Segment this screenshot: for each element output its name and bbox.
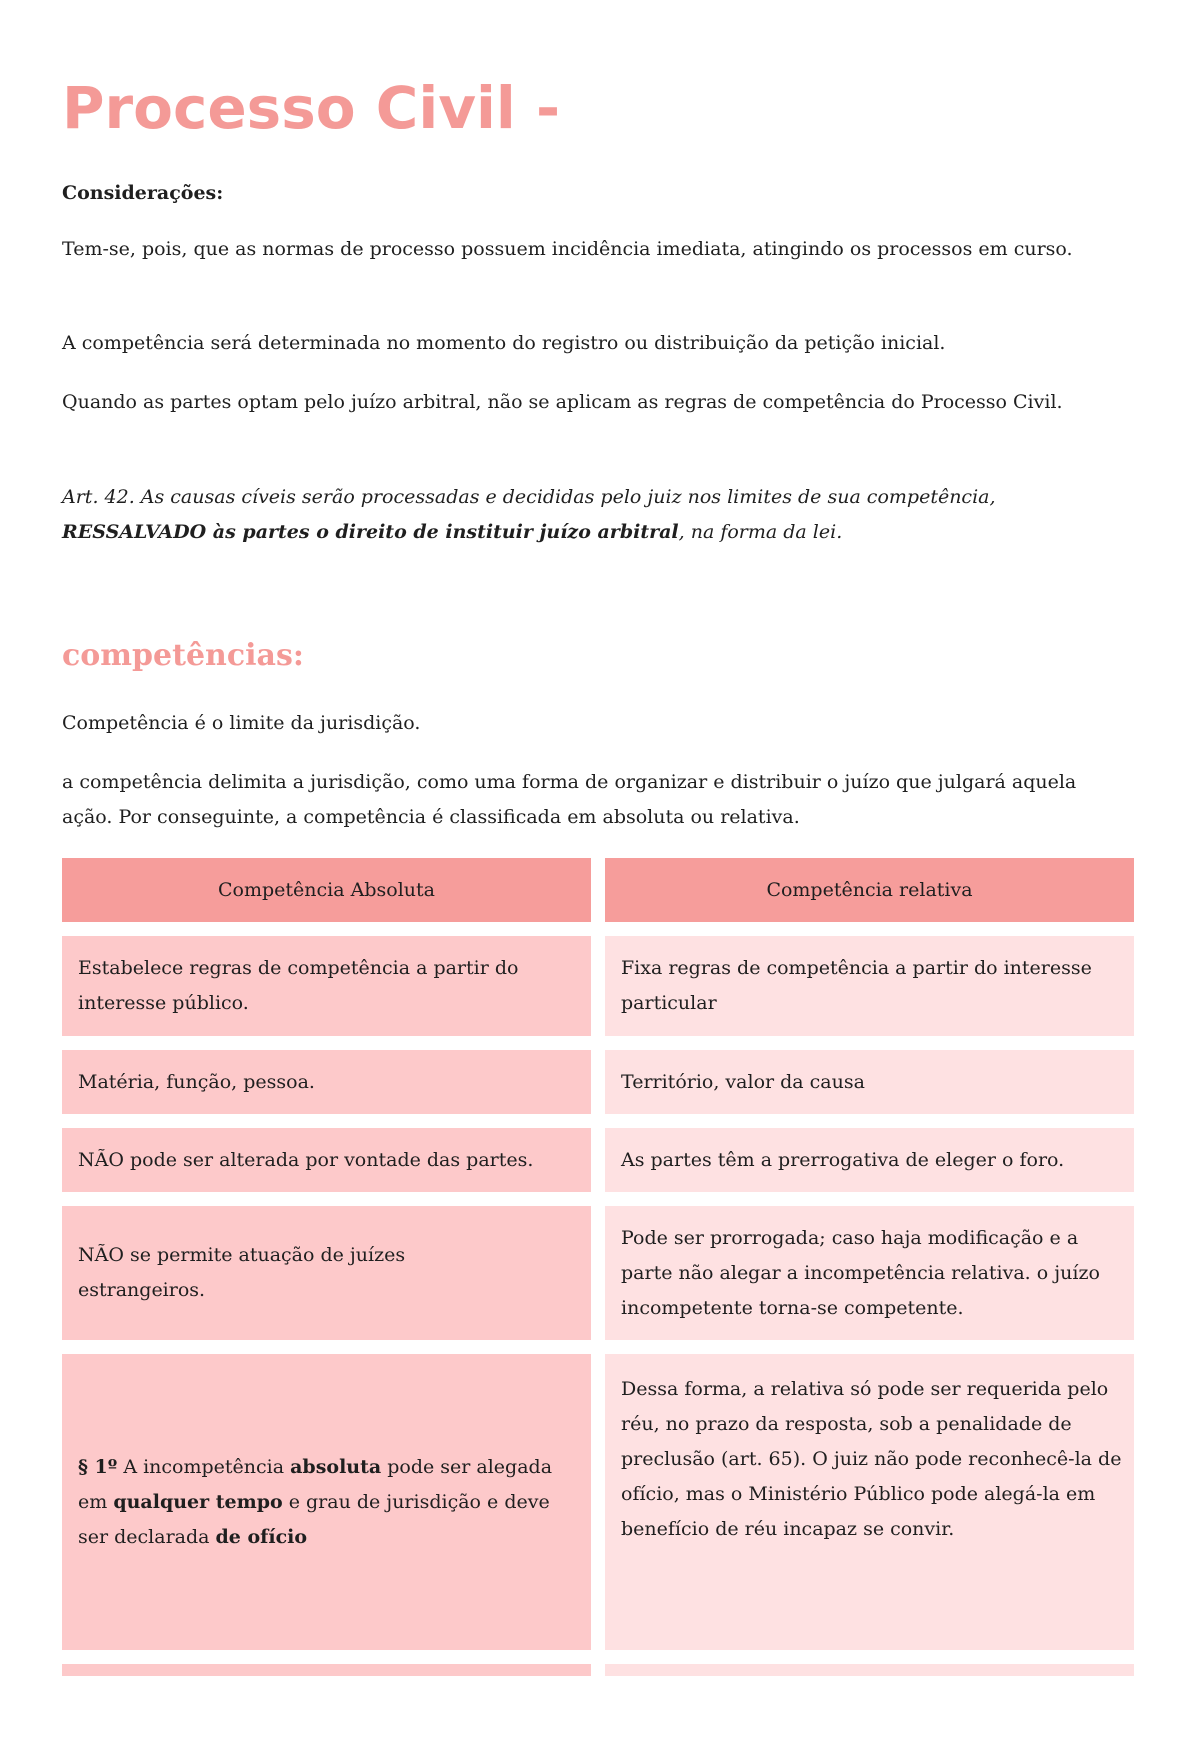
table-cell-absoluta	[62, 1206, 591, 1340]
section-paragraph-1: Competência é o limite da jurisdição.	[62, 712, 421, 734]
cell-text	[78, 1450, 575, 1555]
cell-text: Pode ser prorrogada; caso haja modificação e a parte não alegar a incompetência relativa. o juízo incompetente torna-se competente.	[621, 1226, 1100, 1319]
table-cell-relativa	[605, 1206, 1134, 1340]
cell-text: Fixa regras de competência a partir do interesse particular	[621, 957, 1092, 1014]
section-paragraph-2: a competência delimita a jurisdição, como uma forma de organizar e distribuir o juízo que julgará aquela ação. Por conseguinte, a competência é classificada em absoluta ou relativa.	[62, 771, 1077, 828]
considerations-paragraph-3: Quando as partes optam pelo juízo arbitral, não se aplicam as regras de competência do Processo Civil.	[62, 391, 1063, 413]
table-cell-absoluta	[62, 1128, 591, 1192]
article-text-3: , na forma da lei.	[678, 521, 843, 543]
paragraph-symbol: § 1º	[78, 1455, 118, 1478]
cell-text: Matéria, função, pessoa.	[78, 1070, 315, 1093]
bold-fragment: qualquer tempo	[113, 1490, 283, 1513]
cell-text: Dessa forma, a relativa só pode ser requerida pelo réu, no prazo da resposta, sob a penalidade de preclusão (art. 65). O juiz não pode reconhecê-la de ofício, mas o Ministério Público pode alegá-la em benefício de réu incapaz se convir.	[621, 1378, 1122, 1540]
considerations-paragraph-1: Tem-se, pois, que as normas de processo possuem incidência imediata, atingindo os processos em curso.	[62, 238, 1073, 260]
table-cell-absoluta	[62, 1050, 591, 1114]
table-header-absoluta: Competência Absoluta	[62, 858, 591, 922]
article-42-quote	[62, 480, 1062, 550]
text-fragment: A incompetência	[117, 1455, 291, 1478]
table-cell-relativa	[605, 1050, 1134, 1114]
cell-text: Território, valor da causa	[621, 1070, 865, 1093]
table-cell-absoluta	[62, 936, 591, 1036]
table-header-relativa: Competência relativa	[605, 858, 1134, 922]
bold-fragment: de ofício	[215, 1525, 308, 1548]
article-text-1: Art. 42. As causas cíveis serão processadas e decididas pelo juiz nos limites de sua competência,	[62, 486, 996, 508]
cell-text: As partes têm a prerrogativa de eleger o foro.	[621, 1148, 1065, 1171]
text-fragment: e grau de jurisdição e deve ser declarada	[78, 1490, 550, 1548]
cell-text: Estabelece regras de competência a partir do interesse público.	[78, 957, 519, 1014]
table-cell-relativa	[605, 936, 1134, 1036]
page-title: Processo Civil -	[62, 74, 561, 142]
considerations-label: Considerações:	[62, 182, 224, 204]
article-text-bold: RESSALVADO às partes o direito de instituir juízo arbitral	[62, 521, 679, 543]
section-heading: competências:	[62, 638, 304, 673]
cell-text: NÃO pode ser alterada por vontade das partes.	[78, 1148, 534, 1171]
table-cell-relativa-partial	[605, 1664, 1134, 1676]
cell-text: NÃO se permite atuação de juízes estrangeiros.	[78, 1244, 406, 1301]
bold-fragment: absoluta	[290, 1455, 382, 1478]
considerations-paragraph-2: A competência será determinada no momento do registro ou distribuição da petição inicial.	[62, 332, 946, 354]
text-fragment: pode ser alegada em	[78, 1455, 553, 1513]
table-cell-absoluta	[62, 1354, 591, 1650]
table-cell-relativa	[605, 1354, 1134, 1650]
table-cell-relativa	[605, 1128, 1134, 1192]
table-cell-absoluta-partial	[62, 1664, 591, 1676]
